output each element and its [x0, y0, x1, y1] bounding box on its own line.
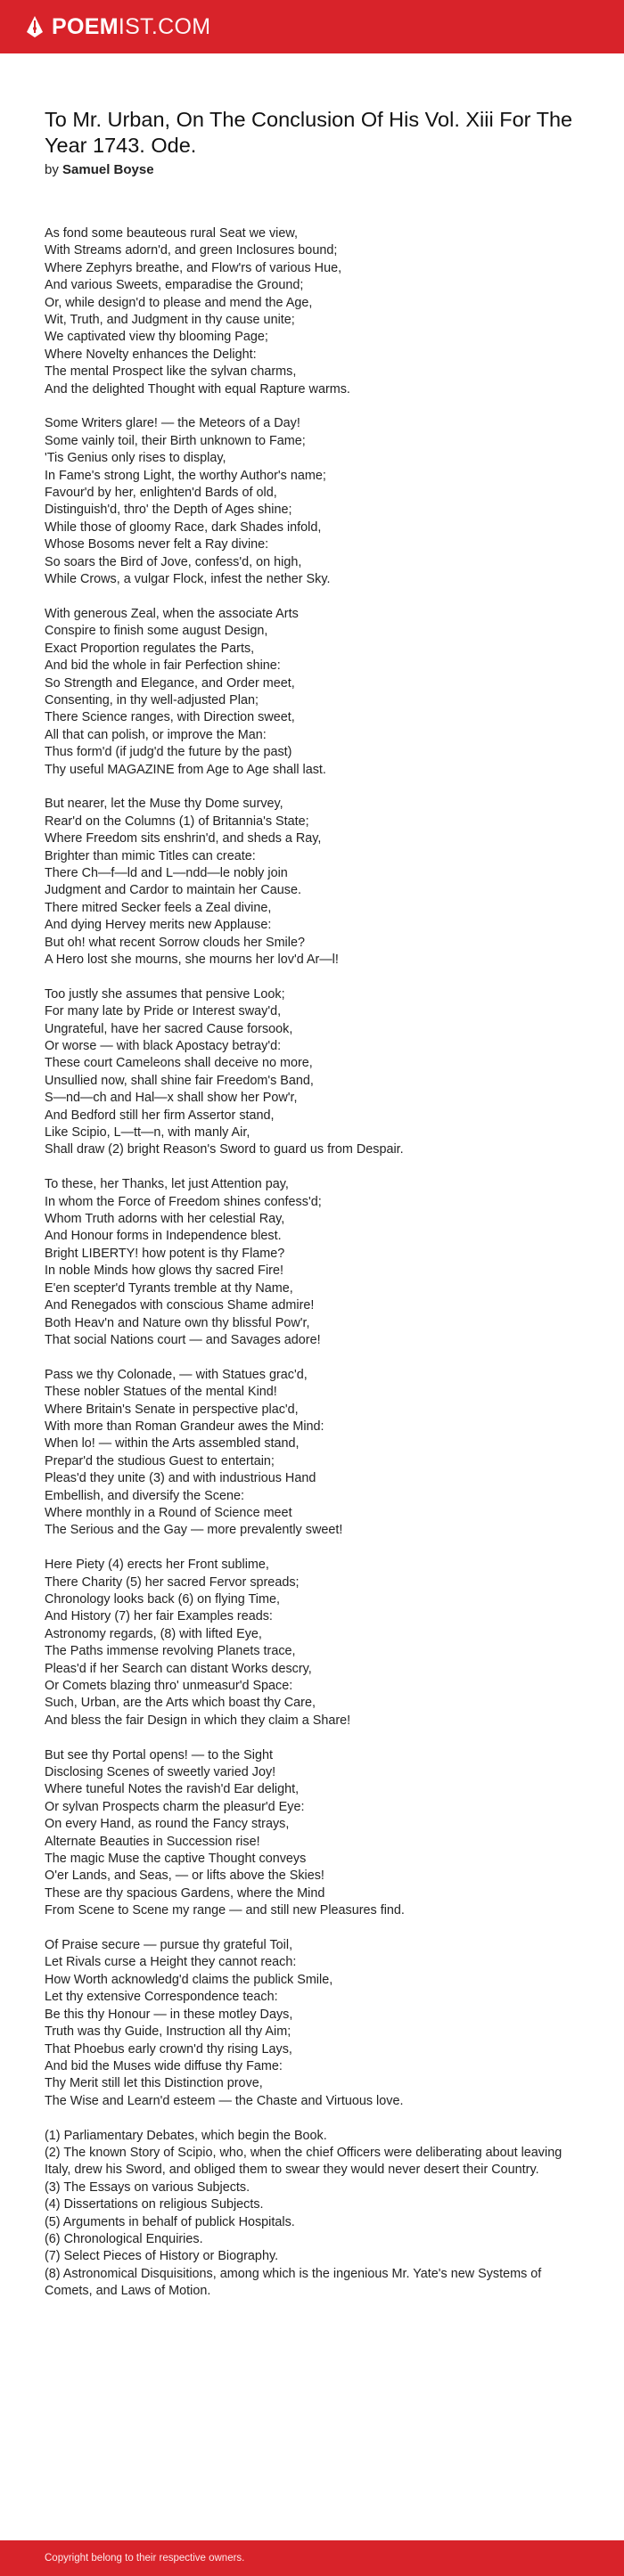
poem-line: So soars the Bird of Jove, confess'd, on high,: [45, 554, 302, 569]
stanza: [45, 606, 579, 779]
poem-content: [0, 107, 624, 2301]
poem-line: And the delighted Thought with equal Rapture warms.: [45, 381, 350, 397]
poem-line: Be this thy Honour — in these motley Days,: [45, 2007, 293, 2022]
poem-line: Or worse — with black Apostacy betray'd:: [45, 1039, 282, 1054]
poem-line: Where Britain's Senate in perspective plac'd,: [45, 1402, 299, 1417]
poem-line: And various Sweets, emparadise the Ground;: [45, 278, 304, 293]
poem-line: In whom the Force of Freedom shines confess'd;: [45, 1194, 322, 1209]
site-footer: [0, 2540, 624, 2576]
logo-text-light: IST.COM: [118, 13, 211, 39]
poem-line: Judgment and Cardor to maintain her Cause.: [45, 883, 301, 898]
poem-line: The Wise and Learn'd esteem — the Chaste and Virtuous love.: [45, 2093, 404, 2108]
poem-line: When lo! — within the Arts assembled stand,: [45, 1436, 300, 1452]
author-link[interactable]: Samuel Boyse: [62, 162, 154, 177]
poem-line: For many late by Pride or Interest sway'd,: [45, 1004, 282, 1019]
poem-line: Pass we thy Colonade, — with Statues grac'd,: [45, 1367, 308, 1382]
poem-line: A Hero lost she mourns, she mourns her lov'd Ar—l!: [45, 953, 339, 968]
poem-line: Let thy extensive Correspondence teach:: [45, 1990, 278, 2005]
poem-line: Both Heav'n and Nature own thy blissful Pow'r,: [45, 1315, 310, 1330]
poem-line: But nearer, let the Muse thy Dome survey,: [45, 797, 283, 812]
poem-line: So Strength and Elegance, and Order meet,: [45, 675, 295, 691]
poem-line: Too justly she assumes that pensive Look;: [45, 986, 285, 1002]
stanza: [45, 1176, 579, 1349]
poem-line: Prepar'd the studious Guest to entertain;: [45, 1453, 275, 1468]
poem-line: With Streams adorn'd, and green Inclosures bound;: [45, 243, 338, 258]
poem-line: That social Nations court — and Savages adore!: [45, 1332, 321, 1347]
poem-line: And History (7) her fair Examples reads:: [45, 1609, 273, 1624]
poem-line: S—nd—ch and Hal—x shall show her Pow'r,: [45, 1091, 298, 1106]
poem-line: Conspire to finish some august Design,: [45, 624, 268, 639]
poem-line: The Serious and the Gay — more prevalently sweet!: [45, 1523, 343, 1538]
poem-line: Pleas'd if her Search can distant Works descry,: [45, 1661, 312, 1676]
poem-line: Where monthly in a Round of Science meet: [45, 1505, 292, 1520]
footnote: (5) Arguments in behalf of publick Hospitals.: [45, 2214, 295, 2229]
poem-line: While Crows, a vulgar Flock, infest the nether Sky.: [45, 572, 331, 587]
poem-line: These court Cameleons shall deceive no more,: [45, 1056, 313, 1071]
poem-line: Chronology looks back (6) on flying Time,: [45, 1591, 280, 1607]
poem-line: Let Rivals curse a Height they cannot reach:: [45, 1955, 297, 1970]
poem-line: Whose Bosoms never felt a Ray divine:: [45, 537, 269, 552]
poem-line: And Honour forms in Independence blest.: [45, 1229, 282, 1244]
poem-line: In Fame's strong Light, the worthy Author's name;: [45, 468, 326, 483]
poem-line: Shall draw (2) bright Reason's Sword to guard us from Despair.: [45, 1142, 404, 1157]
poem-line: Consenting, in thy well-adjusted Plan;: [45, 692, 259, 707]
poem-line: Thus form'd (if judg'd the future by the past): [45, 745, 292, 760]
poem-line: Ungrateful, have her sacred Cause forsook,: [45, 1021, 293, 1036]
poem-line: Distinguish'd, thro' the Depth of Ages shine;: [45, 503, 292, 518]
byline: [45, 161, 579, 179]
poem-line: And dying Hervey merits new Applause:: [45, 918, 272, 933]
logo-text-bold: POEM: [52, 13, 119, 39]
poem-line: While those of gloomy Race, dark Shades infold,: [45, 519, 322, 535]
poem-line: Or Comets blazing thro' unmeasur'd Space:: [45, 1679, 293, 1694]
poem-line: Where Novelty enhances the Delight:: [45, 347, 257, 362]
footnote: (4) Dissertations on religious Subjects.: [45, 2197, 264, 2212]
poem-line: Thy Merit still let this Distinction prove,: [45, 2076, 263, 2091]
poem-line: Bright LIBERTY! how potent is thy Flame?: [45, 1246, 285, 1261]
poem-line: The mental Prospect like the sylvan charms,: [45, 364, 297, 380]
footnote: (3) The Essays on various Subjects.: [45, 2179, 250, 2195]
stanza: [45, 415, 579, 588]
poem-line: And bless the fair Design in which they claim a Share!: [45, 1713, 351, 1728]
poem-line: And Renegados with conscious Shame admire!: [45, 1298, 315, 1313]
poem-line: And Bedford still her firm Assertor stand,: [45, 1108, 275, 1123]
poem-line: These nobler Statues of the mental Kind!: [45, 1385, 277, 1400]
stanza: [45, 986, 579, 1159]
poem-line: Or sylvan Prospects charm the pleasur'd Eye:: [45, 1799, 305, 1814]
poem-line: Where tuneful Notes the ravish'd Ear delight,: [45, 1782, 300, 1797]
copyright-text: Copyright belong to their respective owners.: [45, 2553, 245, 2564]
poem-line: Astronomy regards, (8) with lifted Eye,: [45, 1626, 262, 1641]
stanza: [45, 225, 579, 398]
poem-line: Such, Urban, are the Arts which boast thy Care,: [45, 1696, 316, 1711]
stanza: [45, 1367, 579, 1540]
poem-line: And bid the whole in fair Perfection shine:: [45, 658, 281, 674]
poem-line: How Worth acknowledg'd claims the publick Smile,: [45, 1972, 333, 1987]
poem-line: 'Tis Genius only rises to display,: [45, 451, 226, 466]
poem-line: As fond some beauteous rural Seat we view,: [45, 226, 298, 241]
poem-line: Some vainly toil, their Birth unknown to Fame;: [45, 433, 306, 448]
poem-line: But see thy Portal opens! — to the Sight: [45, 1747, 273, 1762]
poem-line: There Science ranges, with Direction sweet,: [45, 710, 295, 725]
poem-line: Unsullied now, shall shine fair Freedom's Band,: [45, 1073, 314, 1088]
stanza: [45, 796, 579, 969]
poem-line: Thy useful MAGAZINE from Age to Age shall last.: [45, 762, 326, 777]
poem-line: There Charity (5) her sacred Fervor spreads;: [45, 1574, 300, 1590]
poem-line: From Scene to Scene my range — and still new Pleasures find.: [45, 1903, 405, 1918]
poem-line: There mitred Secker feels a Zeal divine,: [45, 900, 272, 915]
poem-line: To these, her Thanks, let just Attention pay,: [45, 1177, 289, 1192]
poem-body: [45, 225, 579, 2301]
footnote: (2) The known Story of Scipio, who, when the chief Officers were deliberating about leaving Italy, drew his Sword, and obliged them to swear they would never desert their Country.: [45, 2145, 562, 2178]
poem-line: With more than Roman Grandeur awes the Mind:: [45, 1419, 324, 1434]
poem-line: Of Praise secure — pursue thy grateful Toil,: [45, 1938, 293, 1953]
quill-logo-icon: [25, 15, 45, 38]
poem-line: Pleas'd they unite (3) and with industrious Hand: [45, 1471, 316, 1486]
poem-line: And bid the Muses wide diffuse thy Fame:: [45, 2058, 283, 2073]
poem-line: Rear'd on the Columns (1) of Britannia's State;: [45, 814, 309, 829]
poem-line: In noble Minds how glows thy sacred Fire!: [45, 1263, 283, 1279]
poem-line: Some Writers glare! — the Meteors of a Day!: [45, 416, 300, 431]
stanza: [45, 1747, 579, 1920]
footnote: (8) Astronomical Disquisitions, among which is the ingenious Mr. Yate's new Systems of Comets, and Laws of Motion.: [45, 2266, 542, 2299]
site-logo[interactable]: [25, 14, 210, 40]
poem-line: Like Scipio, L—tt—n, with manly Air,: [45, 1125, 250, 1141]
poem-line: Alternate Beauties in Succession rise!: [45, 1834, 260, 1849]
poem-line: E'en scepter'd Tyrants tremble at thy Name,: [45, 1280, 293, 1296]
poem-line: Favour'd by her, enlighten'd Bards of old,: [45, 486, 277, 501]
footnote: (1) Parliamentary Debates, which begin the Book.: [45, 2128, 327, 2143]
poem-title: To Mr. Urban, On The Conclusion Of His Vol. Xiii For The Year 1743. Ode.: [45, 108, 573, 157]
poem-line: Embellish, and diversify the Scene:: [45, 1488, 244, 1503]
poem-line: Where Freedom sits enshrin'd, and sheds a Ray,: [45, 831, 322, 846]
stanza: [45, 1557, 579, 1730]
poem-line: O'er Lands, and Seas, — or lifts above the Skies!: [45, 1869, 324, 1884]
footnote: (7) Select Pieces of History or Biography.: [45, 2249, 279, 2264]
poem-line: Where Zephyrs breathe, and Flow'rs of various Hue,: [45, 260, 342, 275]
poem-line: Whom Truth adorns with her celestial Ray,: [45, 1212, 285, 1227]
byline-prefix: by: [45, 162, 59, 177]
poem-line: Or, while design'd to please and mend the Age,: [45, 295, 313, 310]
poem-line: Wit, Truth, and Judgment in thy cause unite;: [45, 313, 295, 328]
poem-line: Disclosing Scenes of sweetly varied Joy!: [45, 1765, 276, 1780]
poem-line: Exact Proportion regulates the Parts,: [45, 641, 255, 656]
poem-line: All that can polish, or improve the Man:: [45, 727, 267, 742]
footnote: (6) Chronological Enquiries.: [45, 2231, 203, 2246]
poem-line: On every Hand, as round the Fancy strays,: [45, 1817, 290, 1832]
poem-line: But oh! what recent Sorrow clouds her Smile?: [45, 935, 305, 950]
poem-line: That Phoebus early crown'd thy rising Lays,: [45, 2041, 292, 2057]
poem-line: These are thy spacious Gardens, where the Mind: [45, 1885, 325, 1901]
poem-line: There Ch—f—ld and L—ndd—le nobly join: [45, 865, 288, 880]
poem-line: Brighter than mimic Titles can create:: [45, 848, 256, 863]
poem-line: Truth was thy Guide, Instruction all thy Aim;: [45, 2024, 291, 2040]
poem-line: With generous Zeal, when the associate Arts: [45, 606, 299, 621]
site-logo-text: [52, 14, 210, 40]
poem-line: We captivated view thy blooming Page;: [45, 330, 268, 345]
stanza: [45, 1937, 579, 2110]
poem-line: The Paths immense revolving Planets trace,: [45, 1644, 296, 1659]
site-header: [0, 0, 624, 53]
poem-line: Here Piety (4) erects her Front sublime,: [45, 1558, 269, 1573]
poem-line: The magic Muse the captive Thought conveys: [45, 1852, 307, 1867]
footnotes: [45, 2128, 579, 2301]
